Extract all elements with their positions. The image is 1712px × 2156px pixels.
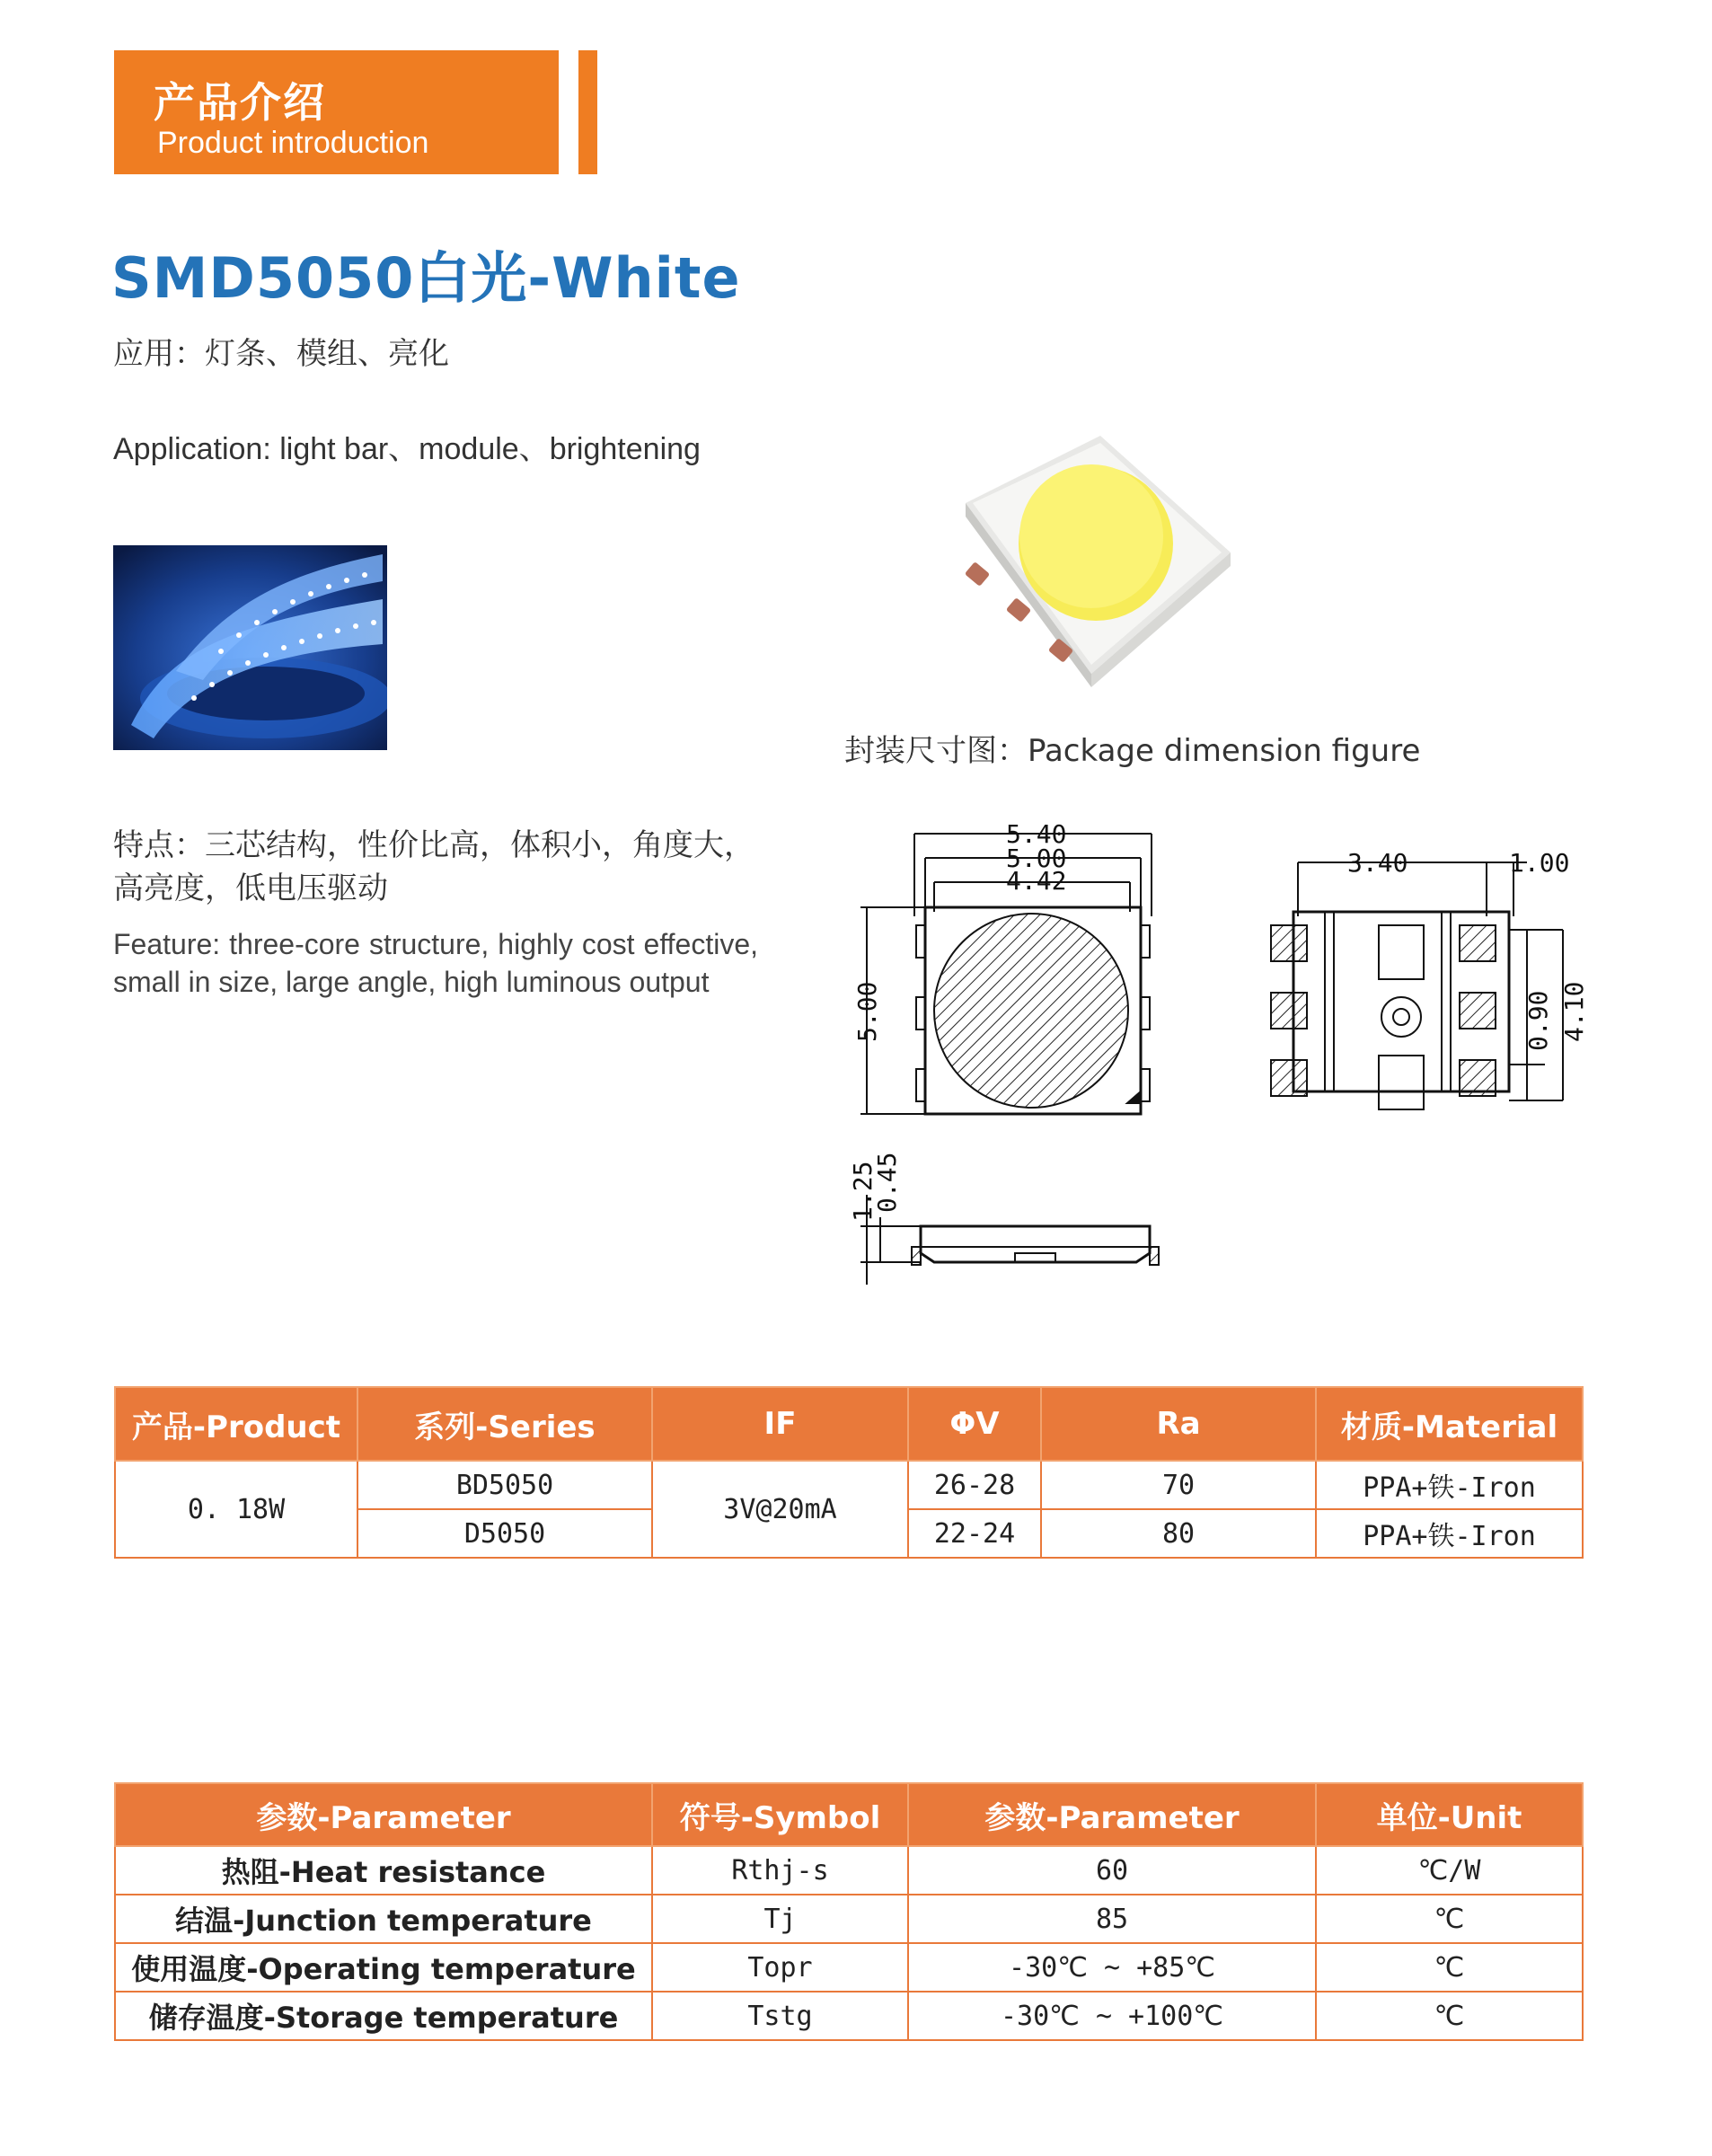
- table-row: [115, 1895, 1583, 1943]
- col-header-if: IF: [652, 1387, 908, 1461]
- section-title-en: Product introduction: [157, 126, 429, 160]
- product-table: [114, 1386, 1584, 1559]
- cell-material: PPA+铁-Iron: [1316, 1461, 1583, 1509]
- cell-symbol: Topr: [652, 1943, 908, 1992]
- feature-cn: 特点：三芯结构，性价比高，体积小，角度大，高亮度，低电压驱动: [113, 827, 755, 906]
- cell-parameter-name: 结温-Junction temperature: [115, 1895, 652, 1943]
- product-title: SMD5050白光-White: [111, 245, 741, 311]
- section-header-banner: [114, 50, 559, 174]
- cell-value: 60: [908, 1846, 1316, 1895]
- cell-symbol: Tj: [652, 1895, 908, 1943]
- dim-side-total: 1.25: [848, 1161, 878, 1222]
- dim-bottom-height: 4.10: [1559, 981, 1589, 1042]
- led-strip-photo: [113, 545, 387, 750]
- dim-bottom-span: 3.40: [1347, 848, 1408, 878]
- cell-ra: 80: [1041, 1509, 1316, 1558]
- dim-top-outer: 5.40: [1006, 819, 1067, 849]
- cell-parameter-name: 使用温度-Operating temperature: [115, 1943, 652, 1992]
- dim-bottom-pad: 1.00: [1509, 848, 1570, 878]
- cell-current: 3V@20mA: [652, 1461, 908, 1558]
- smd5050-led-image: [957, 418, 1235, 687]
- cell-flux: 26-28: [908, 1461, 1041, 1509]
- application-cn: 应用：灯条、模组、亮化: [113, 336, 449, 372]
- cell-unit: ℃/W: [1316, 1846, 1583, 1895]
- table-row: [115, 1992, 1583, 2040]
- cell-parameter-name: 热阻-Heat resistance: [115, 1846, 652, 1895]
- cell-parameter-name: 储存温度-Storage temperature: [115, 1992, 652, 2040]
- cell-unit: ℃: [1316, 1895, 1583, 1943]
- col-header-ra: Ra: [1041, 1387, 1316, 1461]
- cell-ra: 70: [1041, 1461, 1316, 1509]
- section-title-cn: 产品介绍: [154, 78, 326, 127]
- dim-top-body: 5.00: [1006, 844, 1067, 873]
- table-header-row: [115, 1387, 1583, 1461]
- col-header-parameter: 参数-Parameter: [115, 1783, 652, 1846]
- cell-unit: ℃: [1316, 1992, 1583, 2040]
- cell-power: 0. 18W: [115, 1461, 357, 1558]
- cell-symbol: Rthj-s: [652, 1846, 908, 1895]
- dim-side-lead: 0.45: [872, 1152, 902, 1213]
- feature-en: Feature: three-core structure, highly cost effective, small in size, large angle, high luminous output: [113, 928, 758, 998]
- col-header-unit: 单位-Unit: [1316, 1783, 1583, 1846]
- package-dimension-caption: 封装尺寸图：Package dimension figure: [844, 733, 1421, 769]
- col-header-flux: ΦV: [908, 1387, 1041, 1461]
- table-row: [115, 1943, 1583, 1992]
- col-header-value: 参数-Parameter: [908, 1783, 1316, 1846]
- cell-symbol: Tstg: [652, 1992, 908, 2040]
- dim-top-height: 5.00: [852, 981, 882, 1042]
- dim-bottom-pitch: 0.90: [1523, 990, 1553, 1051]
- col-header-series: 系列-Series: [357, 1387, 652, 1461]
- cell-flux: 22-24: [908, 1509, 1041, 1558]
- table-row: [115, 1846, 1583, 1895]
- cell-series: D5050: [357, 1509, 652, 1558]
- col-header-symbol: 符号-Symbol: [652, 1783, 908, 1846]
- package-dimension-drawing: [844, 817, 1590, 1294]
- dim-top-lens: 4.42: [1006, 866, 1067, 896]
- cell-value: 85: [908, 1895, 1316, 1943]
- cell-value: -30℃ ~ +85℃: [908, 1943, 1316, 1992]
- header-accent-bar: [578, 50, 597, 174]
- cell-material: PPA+铁-Iron: [1316, 1509, 1583, 1558]
- cell-unit: ℃: [1316, 1943, 1583, 1992]
- col-header-product: 产品-Product: [115, 1387, 357, 1461]
- parameter-table: [114, 1782, 1584, 2041]
- table-header-row: [115, 1783, 1583, 1846]
- application-en: Application: light bar、module、brightening: [113, 432, 701, 466]
- col-header-material: 材质-Material: [1316, 1387, 1583, 1461]
- cell-series: BD5050: [357, 1461, 652, 1509]
- cell-value: -30℃ ~ +100℃: [908, 1992, 1316, 2040]
- table-row: [115, 1461, 1583, 1509]
